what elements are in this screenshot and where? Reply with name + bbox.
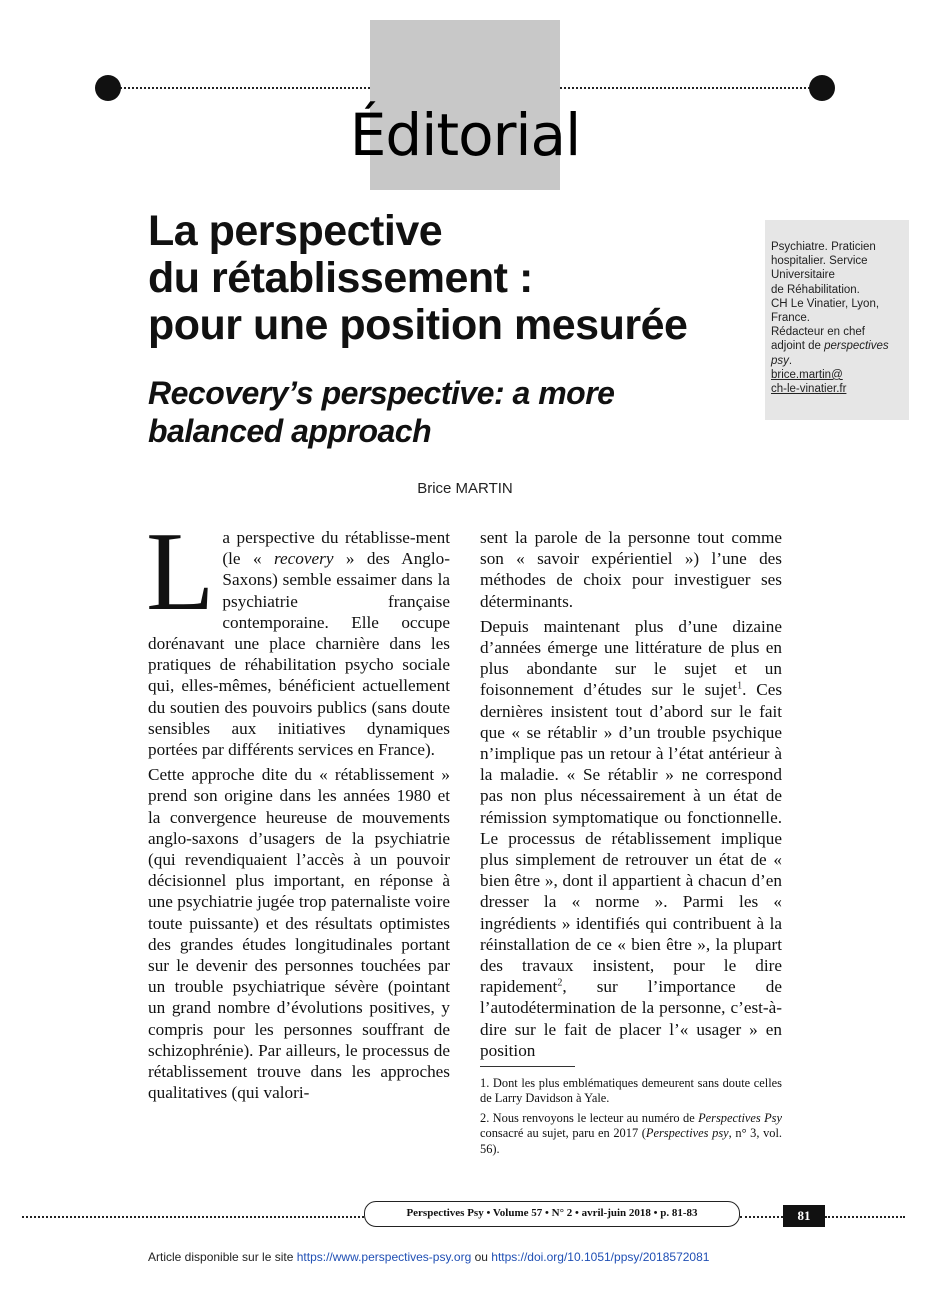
article-title (148, 208, 758, 349)
drop-cap: L (146, 510, 215, 634)
author-affiliation-box (765, 220, 909, 420)
page-number: 81 (783, 1205, 825, 1227)
header-dot-left (95, 75, 121, 101)
footnotes (480, 1076, 782, 1161)
article-subtitle (148, 374, 758, 450)
affiliation-line: de Réhabilitation. (771, 283, 860, 296)
footnote: 1. Dont les plus emblématiques demeurent sans doute celles de Larry Davidson à Yale. (480, 1076, 782, 1106)
author-name: Brice MARTIN (417, 480, 513, 497)
title-line: La perspective (148, 207, 443, 255)
subtitle-line: Recovery’s perspective: a more (148, 375, 615, 411)
footer-dotted-rule-end (825, 1216, 905, 1218)
header-dot-right (809, 75, 835, 101)
footnote: 2. Nous renvoyons le lecteur au numéro de Perspectives Psy consacré au sujet, paru en 2017 (Perspectives psy, n° 3, vol. 56). (480, 1110, 782, 1156)
affiliation-line: adjoint de perspectives (771, 340, 889, 353)
title-line: pour une position mesurée (148, 301, 688, 349)
footer-dotted-rule-left (22, 1216, 364, 1218)
affiliation-line: psy. (771, 354, 793, 367)
section-title: Éditorial (349, 101, 581, 169)
footer-dotted-rule-right (740, 1216, 783, 1218)
body-column-left (146, 510, 450, 1107)
journal-site-link[interactable]: https://www.perspectives-psy.org (296, 1250, 472, 1264)
subtitle-line: balanced approach (148, 413, 432, 449)
footnote-ref[interactable]: 2 (557, 977, 563, 989)
affiliation-line: Rédacteur en chef (771, 326, 865, 339)
author-email-link[interactable]: brice.martin@ (771, 368, 843, 381)
footnote-divider (480, 1066, 575, 1067)
paragraph: sent la parole de la personne tout comme son « savoir expérientiel ») l’une des méthodes de choix pour investiguer ses déterminants. (480, 528, 782, 611)
header-dotted-rule-right (560, 87, 822, 89)
affiliation-line: France. (771, 312, 810, 325)
availability-note: Article disponible sur le site https://www.perspectives-psy.org ou https://doi.org/10.1051/ppsy/2018572081 (148, 1250, 710, 1264)
paragraph: La perspective du rétablisse-ment (le « recovery » des Anglo-Saxons) semble essaimer dans la psychiatrie française contemporaine. Elle occupe dorénavant une place charnière dans les pratiques de réhabilitation psycho sociale qui, elles-mêmes, bénéficient actuellement du soutien des pouvoirs publics (sans doute sensibles aux initiatives dynamiques portées par différents services en France). (146, 510, 450, 760)
affiliation-line: Psychiatre. Praticien (771, 241, 876, 253)
journal-citation: Perspectives Psy • Volume 57 • N° 2 • avril-juin 2018 • p. 81-83 (364, 1201, 740, 1227)
paragraph: Depuis maintenant plus d’une dizaine d’années émerge une littérature de plus en plus abondante sur le sujet et un foisonnement d’études sur le sujet$^1$. Ces dernières insistent tout d’abord sur le fait que « se rétablir » d’un trouble psychique n’implique pas un retour à l’état antérieur à la maladie. « Se rétablir » ne correspond pas non plus nécessairement à un état de rémission symptomatique ou fonctionnelle. Le processus de rétablissement implique plus simplement de retrouver un état de « bien être », dont il appartient à chacun d’en dresser la « norme ». Parmi les « ingrédients » identifiés qui contribuent à la réinstallation de ce « bien être », la plupart des travaux insistent, pour le dire rapidement$^2$, sur l’importance de l’autodétermination de la personne, c’est-à-dire sur le fait de placer l’« usager » en position (480, 616, 783, 1060)
body-column-right (480, 527, 782, 1065)
doi-link[interactable]: https://doi.org/10.1051/ppsy/2018572081 (491, 1250, 710, 1264)
affiliation-line: hospitalier. Service (771, 255, 868, 268)
affiliation-line: CH Le Vinatier, Lyon, (771, 297, 880, 310)
title-line: du rétablissement : (148, 254, 533, 302)
author-email-link[interactable]: ch-le-vinatier.fr (771, 383, 847, 396)
paragraph: Cette approche dite du « rétablissement » prend son origine dans les années 1980 et la convergence heureuse de mouvements anglo-saxons d’usagers de la psychiatrie (qui revendiquaient l’accès à un pouvoir décisionnel plus important, en réponse à une psychiatrie jugée trop paternaliste voire toute puissante) et des résultats optimistes des grandes études longitudinales portant sur le devenir des personnes touchées par un trouble psychiatrique sévère (pointant un grand nombre d’évolutions positives, y compris pour les personnes souffrant de schizophrénie). Par ailleurs, le processus de rétablissement trouve dans les approches qualitatives (qui valori- (148, 765, 450, 1103)
footnote-ref[interactable]: 1 (737, 680, 743, 692)
header-dotted-rule-left (108, 87, 370, 89)
affiliation-line: Universitaire (771, 269, 835, 282)
